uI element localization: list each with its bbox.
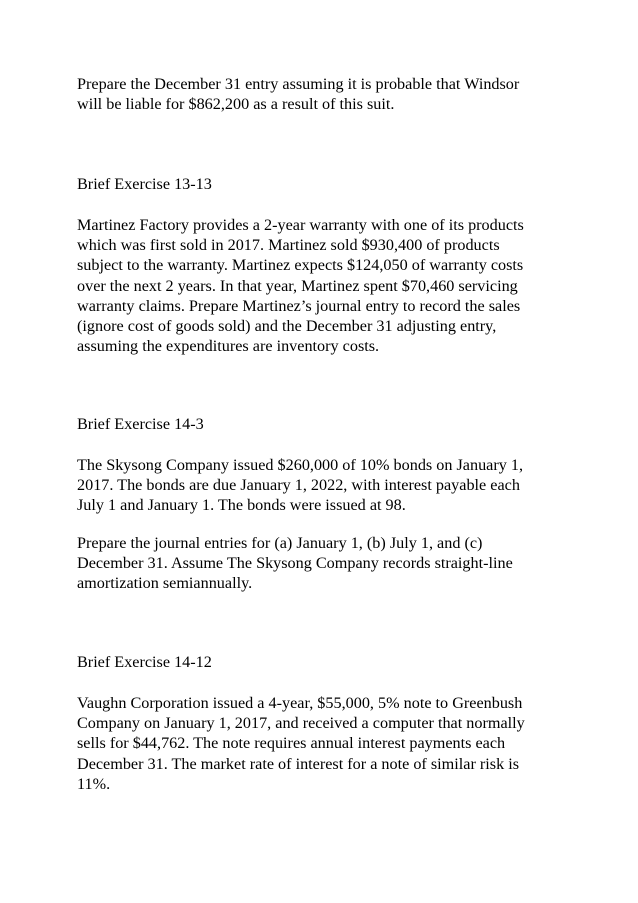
exercise-14-3-paragraph-1 <box>77 455 523 516</box>
text-line: 2017. The bonds are due January 1, 2022, with interest payable each <box>77 476 520 495</box>
text-line: Vaughn Corporation issued a 4-year, $55,000, 5% note to Greenbush <box>77 694 523 712</box>
text-line: Prepare the December 31 entry assuming it is probable that Windsor <box>77 75 520 93</box>
exercise-14-12-heading: Brief Exercise 14-12 <box>77 653 212 671</box>
exercise-14-3-heading: Brief Exercise 14-3 <box>77 415 204 433</box>
text-line: amortization semiannually. <box>77 574 253 593</box>
text-line: July 1 and January 1. The bonds were issued at 98. <box>77 496 406 515</box>
exercise-13-13-heading: Brief Exercise 13-13 <box>77 175 212 193</box>
exercise-14-12-body <box>77 693 525 794</box>
text-line: 11%. <box>77 774 111 793</box>
exercise-13-13-body <box>77 215 524 356</box>
text-line: December 31. Assume The Skysong Company records straight-line <box>77 554 513 573</box>
text-line: subject to the warranty. Martinez expects $124,050 of warranty costs <box>77 256 524 275</box>
intro-paragraph <box>77 74 519 114</box>
text-line: Company on January 1, 2017, and received a computer that normally <box>77 714 525 733</box>
text-line: assuming the expenditures are inventory costs. <box>77 337 380 356</box>
text-line: over the next 2 years. In that year, Martinez spent $70,460 servicing <box>77 276 518 295</box>
text-line: sells for $44,762. The note requires annual interest payments each <box>77 734 506 753</box>
text-line: which was first sold in 2017. Martinez sold $930,400 of products <box>77 236 500 255</box>
text-line: Martinez Factory provides a 2-year warranty with one of its products <box>77 216 524 234</box>
exercise-14-3-paragraph-2 <box>77 533 513 594</box>
text-line: December 31. The market rate of interest for a note of similar risk is <box>77 754 520 773</box>
text-line: Prepare the journal entries for (a) January 1, (b) July 1, and (c) <box>77 534 483 552</box>
text-line: (ignore cost of goods sold) and the December 31 adjusting entry, <box>77 317 497 336</box>
text-line: warranty claims. Prepare Martinez’s journal entry to record the sales <box>77 296 521 315</box>
text-line: will be liable for $862,200 as a result of this suit. <box>77 95 395 114</box>
text-line: The Skysong Company issued $260,000 of 10% bonds on January 1, <box>77 456 524 474</box>
